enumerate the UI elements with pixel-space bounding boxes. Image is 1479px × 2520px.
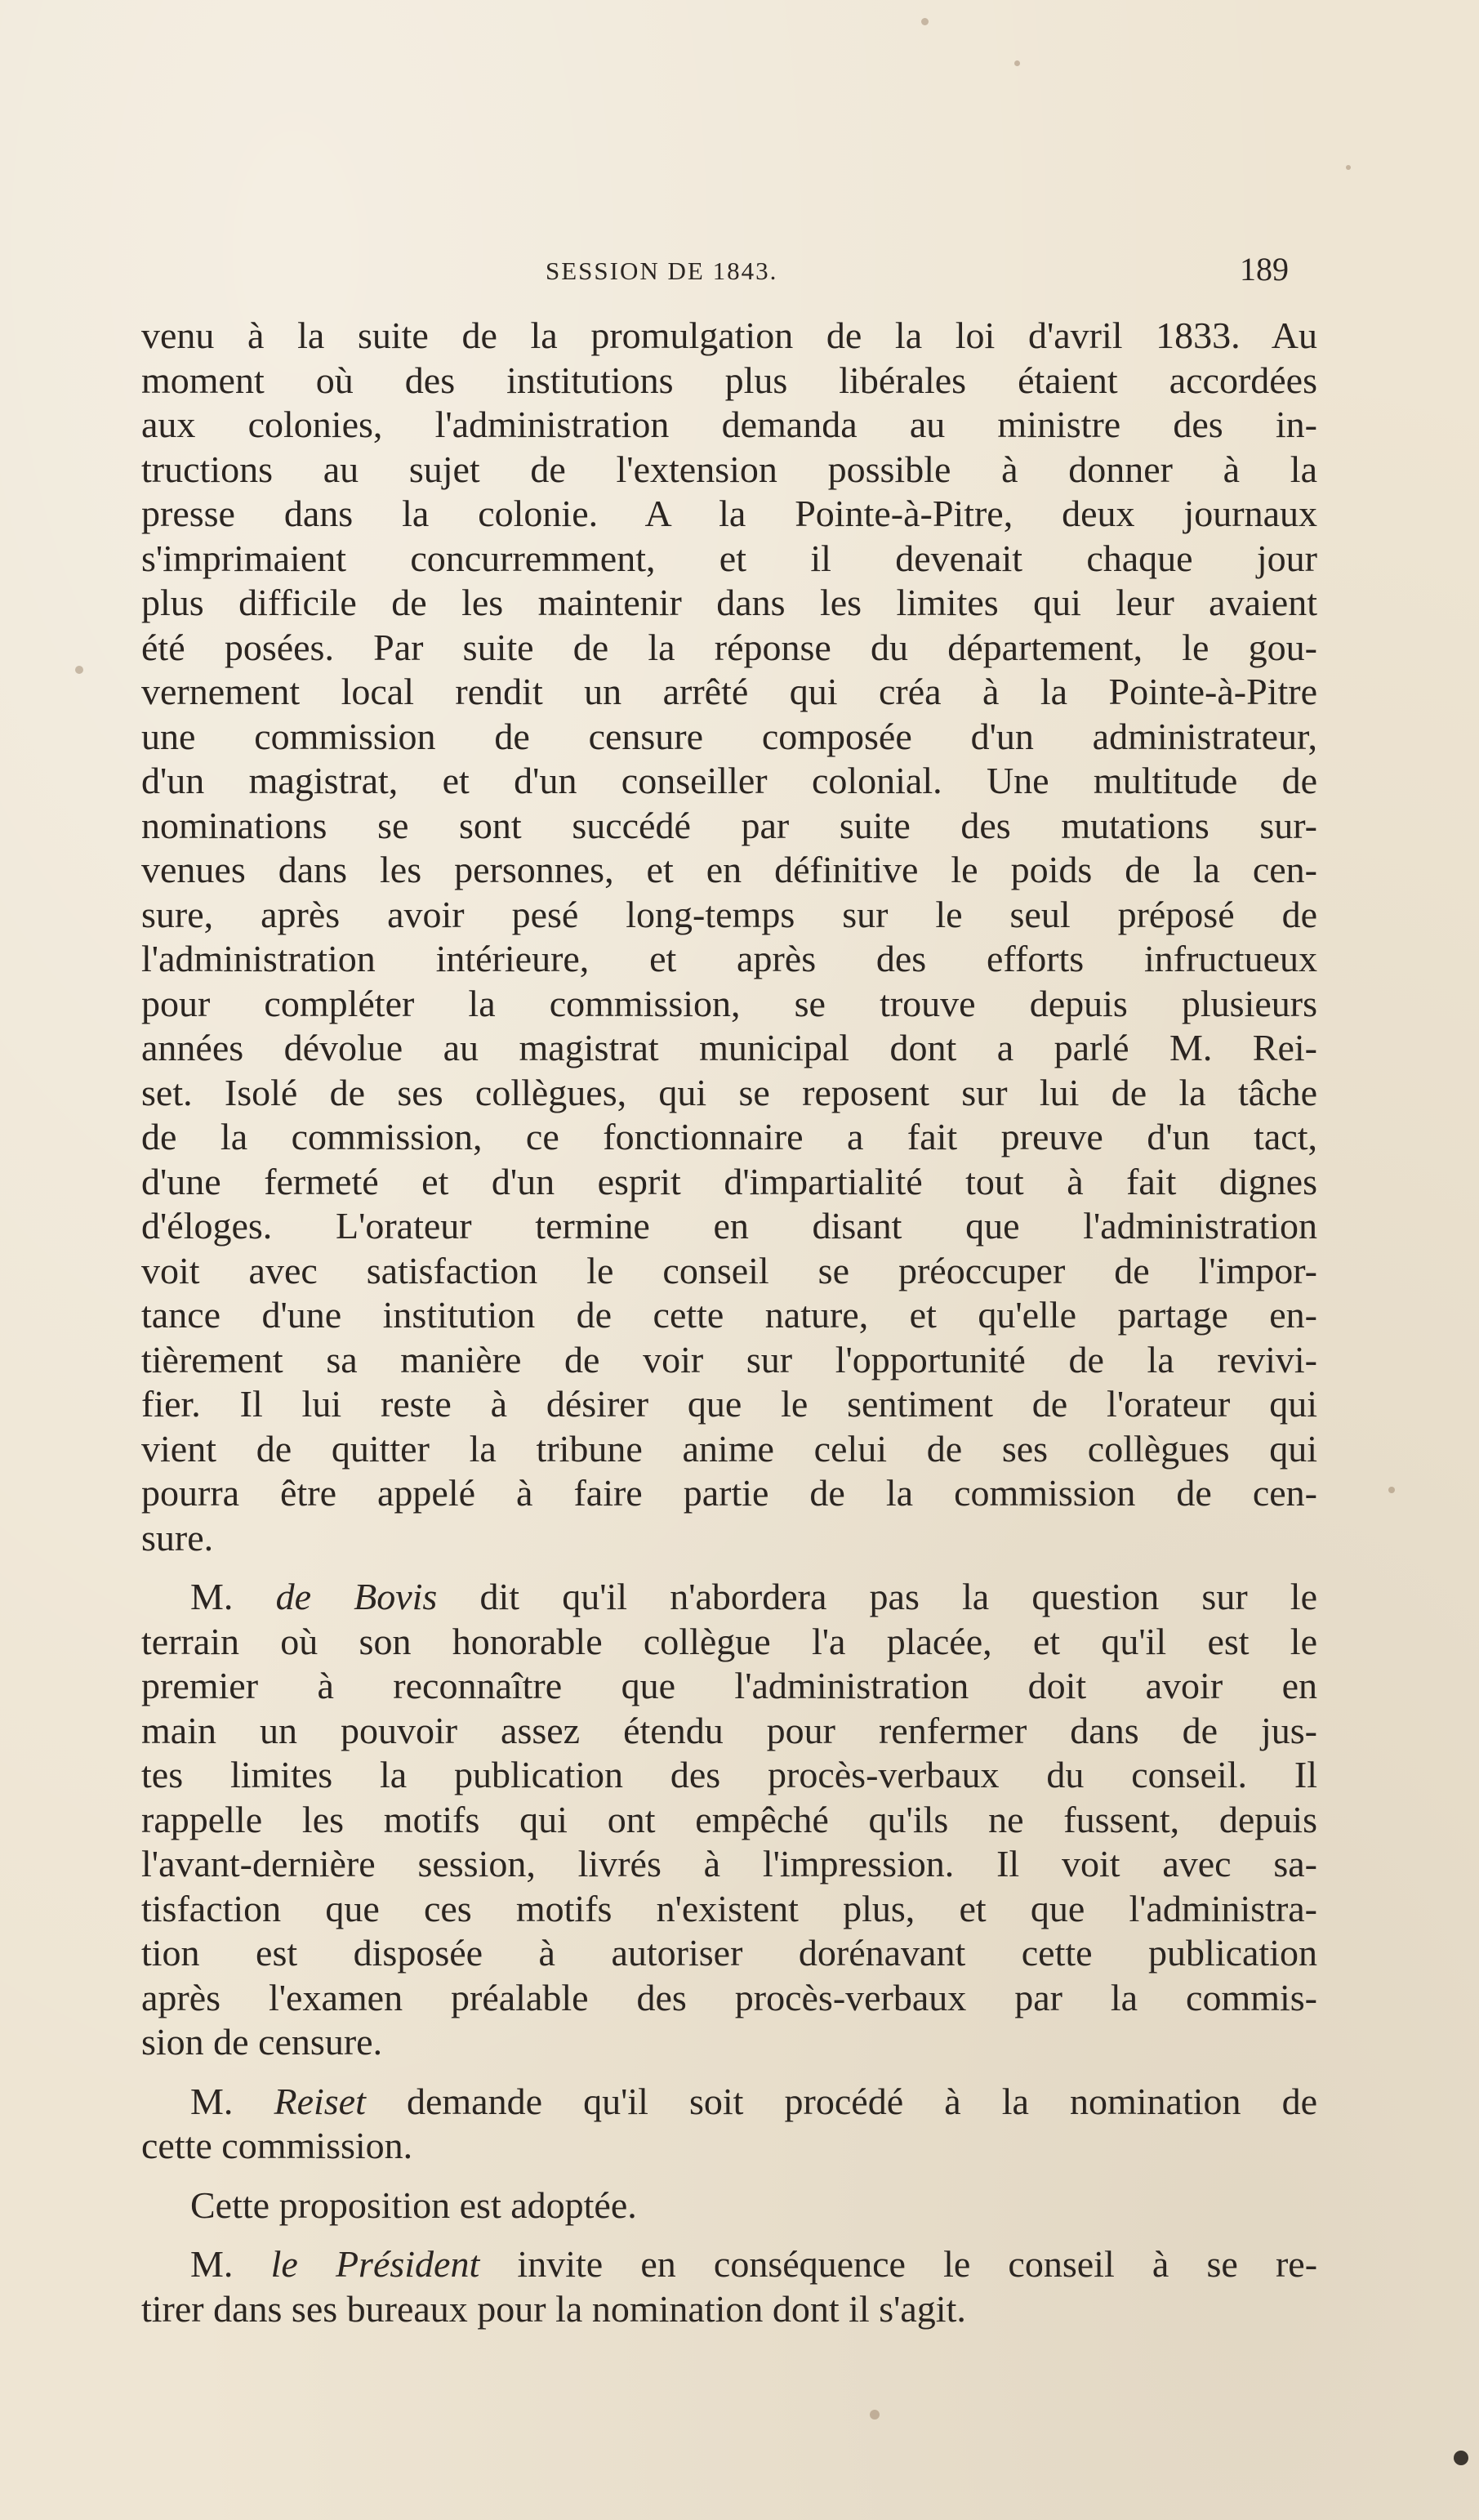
text-line: vient de quitter la tribune anime celui de ses collègues qui bbox=[141, 1427, 1317, 1470]
paragraph bbox=[141, 1575, 1317, 2065]
text-line: tièrement sa manière de voir sur l'opportunité de la revivi- bbox=[141, 1338, 1317, 1380]
text-line: main un pouvoir assez étendu pour renfermer dans de jus- bbox=[141, 1709, 1317, 1751]
text-line: plus difficile de les maintenir dans les limites qui leur avaient bbox=[141, 582, 1317, 623]
text-line: sure, après avoir pesé long-temps sur le seul préposé de bbox=[141, 893, 1317, 935]
foxing-spot bbox=[921, 18, 929, 25]
text-line: venu à la suite de la promulgation de la loi d'avril 1833. Au bbox=[141, 314, 1317, 356]
text-line: tirer dans ses bureaux pour la nomination dont il s'agit. bbox=[141, 2287, 966, 2330]
text-line: fier. Il lui reste à désirer que le sentiment de l'orateur qui bbox=[141, 1383, 1317, 1425]
foxing-spot bbox=[75, 666, 83, 674]
paragraph bbox=[141, 314, 1317, 1560]
running-header bbox=[546, 250, 1289, 299]
text-line: d'éloges. L'orateur termine en disant que l'administration bbox=[141, 1205, 1317, 1247]
text-line: premier à reconnaître que l'administration doit avoir en bbox=[141, 1665, 1317, 1706]
text-line: une commission de censure composée d'un administrateur, bbox=[141, 715, 1317, 757]
foxing-spot bbox=[870, 2410, 880, 2420]
text-line: aux colonies, l'administration demanda au ministre des in- bbox=[141, 404, 1317, 445]
text-line: sion de censure. bbox=[141, 2021, 383, 2063]
text-line: pour compléter la commission, se trouve depuis plusieurs bbox=[141, 982, 1317, 1024]
text-line: d'un magistrat, et d'un conseiller colonial. Une multitude de bbox=[141, 760, 1317, 801]
text-line: venues dans les personnes, et en définitive le poids de la cen- bbox=[141, 849, 1317, 890]
text-line: rappelle les motifs qui ont empêché qu'ils ne fussent, depuis bbox=[141, 1798, 1317, 1840]
text-line: tion est disposée à autoriser dorénavant cette publication bbox=[141, 1932, 1317, 1974]
text-line bbox=[141, 1575, 1317, 1620]
text-line: après l'examen préalable des procès-verbaux par la commis- bbox=[141, 1976, 1317, 2018]
text-line: nominations se sont succédé par suite des mutations sur- bbox=[141, 804, 1317, 846]
text-line: presse dans la colonie. A la Pointe-à-Pitre, deux journaux bbox=[141, 493, 1317, 534]
text-line: tes limites la publication des procès-verbaux du conseil. Il bbox=[141, 1754, 1317, 1795]
text-line: moment où des institutions plus libérales étaient accordées bbox=[141, 359, 1317, 401]
paragraph bbox=[141, 2080, 1317, 2169]
foxing-spot bbox=[1388, 1487, 1395, 1493]
foxing-spot bbox=[1346, 165, 1351, 170]
paragraph bbox=[141, 2242, 1317, 2331]
text-line: s'imprimaient concurremment, et il devenait chaque jour bbox=[141, 537, 1317, 579]
text-line: été posées. Par suite de la réponse du département, le gou- bbox=[141, 626, 1317, 668]
text-fragment: invite en conséquence le conseil à se re- bbox=[479, 2243, 1318, 2285]
text-line: voit avec satisfaction le conseil se préoccuper de l'impor- bbox=[141, 1249, 1317, 1291]
foxing-spot bbox=[1014, 60, 1020, 66]
text-line: de la commission, ce fonctionnaire a fait preuve d'un tact, bbox=[141, 1116, 1317, 1157]
text-line: sure. bbox=[141, 1516, 214, 1559]
text-line: cette commission. bbox=[141, 2125, 413, 2166]
page-number: 189 bbox=[1240, 251, 1289, 288]
text-line: l'administration intérieure, et après des efforts infructueux bbox=[141, 938, 1317, 979]
speaker-name: Reiset bbox=[274, 2080, 366, 2122]
text-line: vernement local rendit un arrêté qui créa à la Pointe-à-Pitre bbox=[141, 671, 1317, 712]
paragraph bbox=[141, 2183, 1317, 2228]
text-line: tructions au sujet de l'extension possible à donner à la bbox=[141, 448, 1317, 490]
text-line: années dévolue au magistrat municipal dont a parlé M. Rei- bbox=[141, 1027, 1317, 1068]
text-line: terrain où son honorable collègue l'a placée, et qu'il est le bbox=[141, 1620, 1317, 1662]
speaker-prefix: M. bbox=[190, 1576, 276, 1617]
text-fragment: demande qu'il soit procédé à la nomination de bbox=[365, 2080, 1317, 2122]
body-text bbox=[141, 314, 1317, 2331]
speaker-name: de Bovis bbox=[275, 1576, 438, 1617]
text-line: tance d'une institution de cette nature, et qu'elle partage en- bbox=[141, 1294, 1317, 1336]
speaker-prefix: M. bbox=[190, 2080, 274, 2122]
text-line: Cette proposition est adoptée. bbox=[190, 2183, 637, 2226]
speaker-prefix: M. bbox=[190, 2243, 271, 2285]
text-line bbox=[141, 2080, 1317, 2125]
text-fragment: dit qu'il n'abordera pas la question sur le bbox=[437, 1576, 1317, 1617]
foxing-spot bbox=[1454, 2451, 1468, 2465]
text-line: set. Isolé de ses collègues, qui se reposent sur lui de la tâche bbox=[141, 1071, 1317, 1113]
text-line: l'avant-dernière session, livrés à l'impression. Il voit avec sa- bbox=[141, 1843, 1317, 1884]
running-title: SESSION DE 1843. bbox=[546, 256, 778, 285]
text-line bbox=[141, 2242, 1317, 2287]
text-line: tisfaction que ces motifs n'existent plus, et que l'administra- bbox=[141, 1887, 1317, 1929]
text-line: d'une fermeté et d'un esprit d'impartialité tout à fait dignes bbox=[141, 1160, 1317, 1202]
speaker-name: le Président bbox=[270, 2243, 480, 2285]
text-line: pourra être appelé à faire partie de la commission de cen- bbox=[141, 1472, 1317, 1514]
